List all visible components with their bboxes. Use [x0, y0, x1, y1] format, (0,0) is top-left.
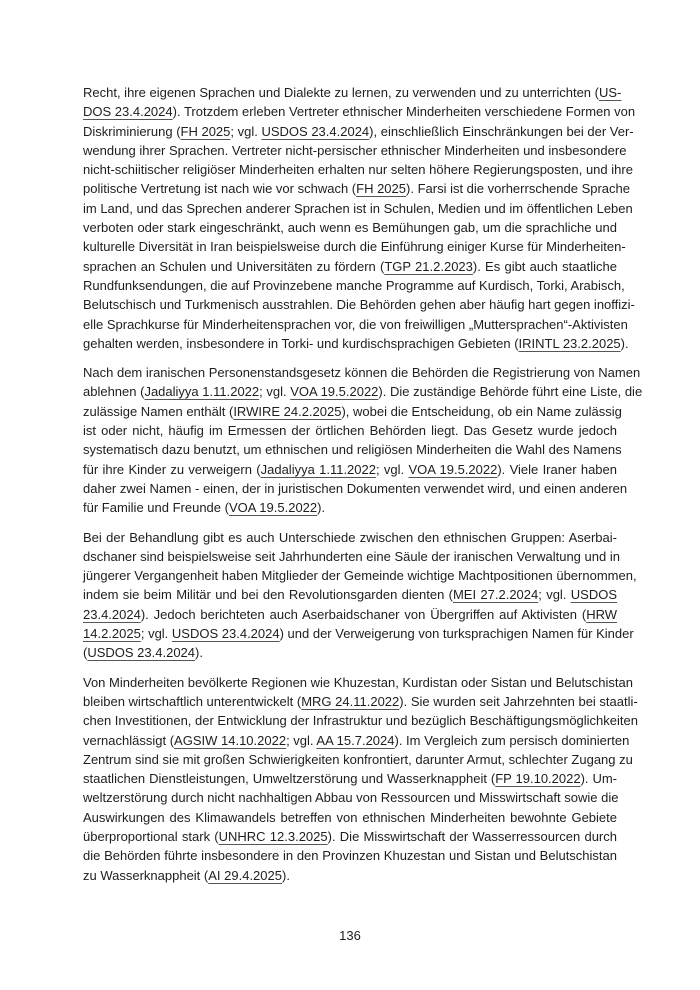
text-run: ).	[281, 867, 290, 883]
citation-link[interactable]: AI 29.4.2025	[208, 867, 282, 883]
text-run: Zentrum sind sie mit großen Schwierigkeiten konfrontiert, darunter Armut, schlechter Zugang zu	[83, 751, 633, 767]
text-line	[83, 334, 629, 353]
text-run: die Behörden führte insbesondere in den Provinzen Khuzestan und Sistan und Belutschistan	[83, 848, 617, 864]
text-line	[83, 585, 617, 604]
paragraph	[83, 363, 643, 517]
text-line	[83, 866, 617, 885]
text-run: (	[83, 645, 88, 661]
text-run: wendung ihrer Sprachen. Vertreter nicht-persischer ethnischer Minderheiten und insbesondere	[83, 142, 627, 158]
text-line	[83, 257, 617, 276]
text-run: verboten oder stark eingeschränkt, auch wenn es Bemühungen gab, um die sprachliche und	[83, 220, 617, 236]
text-run: politische Vertretung ist nach wie vor schwach (	[83, 181, 357, 197]
text-run: systematisch dazu benutzt, um ethnischen und religiösen Minderheiten die Wahl des Namens	[83, 442, 622, 458]
text-line	[83, 528, 617, 547]
text-run: ). Es gibt auch staatliche	[472, 258, 617, 274]
text-run: dschaner sind beispielsweise seit Jahrhunderten eine Säule der iranischen Verwaltung und in	[83, 548, 620, 564]
text-run: im Land, und das Sprechen anderer Sprachen ist in Schulen, Medien und im öffentlichen Leben	[83, 200, 633, 216]
citation-link[interactable]: IRWIRE 24.2.2025	[233, 403, 342, 419]
paragraph	[83, 673, 638, 885]
paragraph	[83, 83, 636, 353]
text-run: ).	[195, 645, 203, 661]
text-run: ). Trotzdem erleben Vertreter ethnischer Minderheiten verschiedene Formen von	[172, 104, 636, 120]
citation-link[interactable]: FH 2025	[356, 181, 407, 197]
citation-link[interactable]: Jadaliyya 1.11.2022	[144, 384, 260, 400]
text-line	[83, 199, 633, 218]
text-line	[83, 643, 617, 662]
text-line	[83, 402, 622, 421]
text-run: ). Die zuständige Behörde führt eine Liste, die	[378, 384, 643, 400]
text-run: für Familie und Freunde (	[83, 500, 229, 516]
text-run: ). Farsi ist die vorherrschende Sprache	[406, 181, 630, 197]
text-line	[83, 769, 617, 788]
citation-link[interactable]: USDOS 23.4.2024	[87, 645, 196, 661]
text-line	[83, 218, 617, 237]
text-line	[83, 160, 633, 179]
text-line	[83, 276, 625, 295]
citation-link[interactable]: 14.2.2025	[83, 626, 141, 642]
text-line	[83, 624, 634, 643]
text-line	[83, 692, 638, 711]
text-run: Belutschisch und Turkmenisch ausstrahlen. Die Behörden gehen aber häufig hart gegen inoffizi-	[83, 297, 635, 313]
citation-link[interactable]: FH 2025	[180, 123, 231, 139]
citation-link[interactable]: IRINTL 23.2.2025	[518, 335, 621, 351]
text-line	[83, 295, 635, 314]
text-run: ). Jedoch berichteten auch Aserbaidschaner von Übergriffen auf Aktivisten (	[140, 606, 587, 622]
text-run: ), wobei die Entscheidung, ob ein Name zulässig	[341, 403, 622, 419]
text-line	[83, 547, 620, 566]
text-line	[83, 808, 617, 827]
citation-link[interactable]: TGP 21.2.2023	[384, 258, 473, 274]
citation-link[interactable]: MRG 24.11.2022	[301, 693, 400, 709]
page-number: 136	[339, 928, 361, 943]
text-run: ; vgl.	[286, 732, 317, 748]
citation-link[interactable]: 23.4.2024	[83, 606, 141, 622]
text-run: sprachen an Schulen und Universitäten zu fördern (	[83, 258, 385, 274]
text-line	[83, 827, 617, 846]
citation-link[interactable]: FP 19.10.2022	[495, 771, 581, 787]
text-run: Von Minderheiten bevölkerte Regionen wie Khuzestan, Kurdistan oder Sistan und Belutschistan	[83, 674, 633, 690]
text-run: ). Die Misswirtschaft der Wasserressourcen durch	[327, 828, 617, 844]
text-run: ) und der Verweigerung von turksprachigen Namen für Kinder	[279, 626, 634, 642]
text-run: jüngerer Vergangenheit haben Mitglieder der Gemeinde wichtige Machtpositionen übernommen,	[83, 568, 637, 584]
citation-link[interactable]: VOA 19.5.2022	[408, 461, 498, 477]
text-run: Rundfunksendungen, die auf Provinzebene manche Programme auf Kurdisch, Torki, Arabisch,	[83, 277, 625, 293]
text-line	[83, 479, 628, 498]
text-run: Recht, ihre eigenen Sprachen und Dialekte zu lernen, zu verwenden und zu unterrichten (	[83, 85, 599, 100]
text-run: ). Sie wurden seit Jahrzehnten bei staatli-	[399, 693, 638, 709]
citation-link[interactable]: UNHRC 12.3.2025	[218, 828, 328, 844]
text-run: indem sie beim Militär und bei den Revolutionsgarden dienten (	[83, 587, 453, 603]
text-line	[83, 122, 634, 141]
text-run: für ihre Kinder zu verweigern (	[83, 461, 261, 477]
text-run: staatlichen Dienstleistungen, Umweltzerstörung und Wasserknappheit (	[83, 771, 496, 787]
text-line	[83, 711, 638, 730]
citation-link[interactable]: USDOS	[570, 587, 617, 603]
text-line	[83, 440, 622, 459]
text-run: elle Sprachkurse für Minderheitensprachen vor, die von freiwilligen „Muttersprachen“-Aktivisten	[83, 316, 628, 332]
text-line	[83, 237, 626, 256]
text-run: vernachlässigt (	[83, 732, 175, 748]
text-line	[83, 421, 617, 440]
text-run: ).	[620, 335, 629, 351]
citation-link[interactable]: VOA 19.5.2022	[290, 384, 379, 400]
paragraph	[83, 528, 637, 663]
citation-link[interactable]: Jadaliyya 1.11.2022	[260, 461, 376, 477]
text-line	[83, 83, 622, 102]
citation-link[interactable]: USDOS 23.4.2024	[261, 123, 370, 139]
text-line	[83, 846, 617, 865]
text-line	[83, 382, 643, 401]
text-run: gehalten werden, insbesondere in Torki- und kurdischsprachigen Gebieten (	[83, 335, 519, 351]
text-line	[83, 141, 627, 160]
citation-link[interactable]: AA 15.7.2024	[316, 732, 395, 748]
citation-link[interactable]: US-	[598, 85, 622, 100]
text-run: ; vgl.	[375, 461, 409, 477]
document-body	[83, 83, 643, 895]
text-run: ; vgl.	[538, 587, 571, 603]
text-line	[83, 102, 636, 121]
text-run: Auswirkungen des Klimawandels betreffen von ethnischen Minderheiten bewohnte Gebiete	[83, 809, 617, 825]
text-run: nicht-schiitischer religiöser Minderheiten erhalten nur selten höhere Regierungsposten, und ihre	[83, 162, 633, 178]
citation-link[interactable]: DOS 23.4.2024	[83, 104, 173, 120]
text-run: ablehnen (	[83, 384, 145, 400]
text-line	[83, 788, 617, 807]
text-line	[83, 498, 617, 517]
citation-link[interactable]: HRW	[586, 606, 617, 622]
text-line	[83, 605, 617, 624]
text-run: ).	[317, 500, 326, 516]
text-run: ). Um-	[580, 771, 618, 787]
text-run: bleiben wirtschaftlich unterentwickelt (	[83, 693, 302, 709]
text-run: Bei der Behandlung gibt es auch Unterschiede zwischen den ethnischen Gruppen: Aserbai-	[83, 529, 617, 545]
text-run: Nach dem iranischen Personenstandsgesetz können die Behörden die Registrierung von Namen	[83, 365, 641, 381]
text-line	[83, 673, 633, 692]
citation-link[interactable]: AGSIW 14.10.2022	[174, 732, 287, 748]
text-run: ). Im Vergleich zum persisch dominierten	[394, 732, 630, 748]
text-line	[83, 566, 637, 585]
text-run: chen Investitionen, der Entwicklung der Infrastruktur und bezüglich Beschäftigungsmöglichkeiten	[83, 713, 638, 729]
text-run: ), einschließlich Einschränkungen bei der Ver-	[369, 123, 634, 139]
text-run: daher zwei Namen - einen, der in juristischen Dokumenten verwendet wird, und einen anderen	[83, 480, 628, 496]
text-run: zulässige Namen enthält (	[83, 403, 234, 419]
text-line	[83, 750, 633, 769]
text-run: Diskriminierung (	[83, 123, 181, 139]
text-run: ; vgl.	[259, 384, 291, 400]
citation-link[interactable]: USDOS 23.4.2024	[171, 626, 280, 642]
text-line	[83, 731, 630, 750]
text-run: weltzerstörung durch nicht nachhaltigen Abbau von Ressourcen und Misswirtschaft sowie die	[83, 790, 619, 806]
text-line	[83, 460, 617, 479]
text-run: ist oder nicht, häufig im Ermessen der örtlichen Behörden liegt. Das Gesetz wurde jedoch	[83, 423, 617, 439]
text-run: zu Wasserknappheit (	[83, 867, 209, 883]
text-line	[83, 363, 641, 382]
text-run: ; vgl.	[140, 626, 172, 642]
text-run: ; vgl.	[230, 123, 262, 139]
text-line	[83, 315, 628, 334]
text-line	[83, 179, 630, 198]
citation-link[interactable]: VOA 19.5.2022	[228, 500, 318, 516]
text-run: überproportional stark (	[83, 828, 219, 844]
citation-link[interactable]: MEI 27.2.2024	[452, 587, 539, 603]
text-run: ). Viele Iraner haben	[497, 461, 617, 477]
text-run: kulturelle Diversität in Iran beispielsweise durch die Einführung einiger Kurse für Minderheiten-	[83, 239, 626, 255]
